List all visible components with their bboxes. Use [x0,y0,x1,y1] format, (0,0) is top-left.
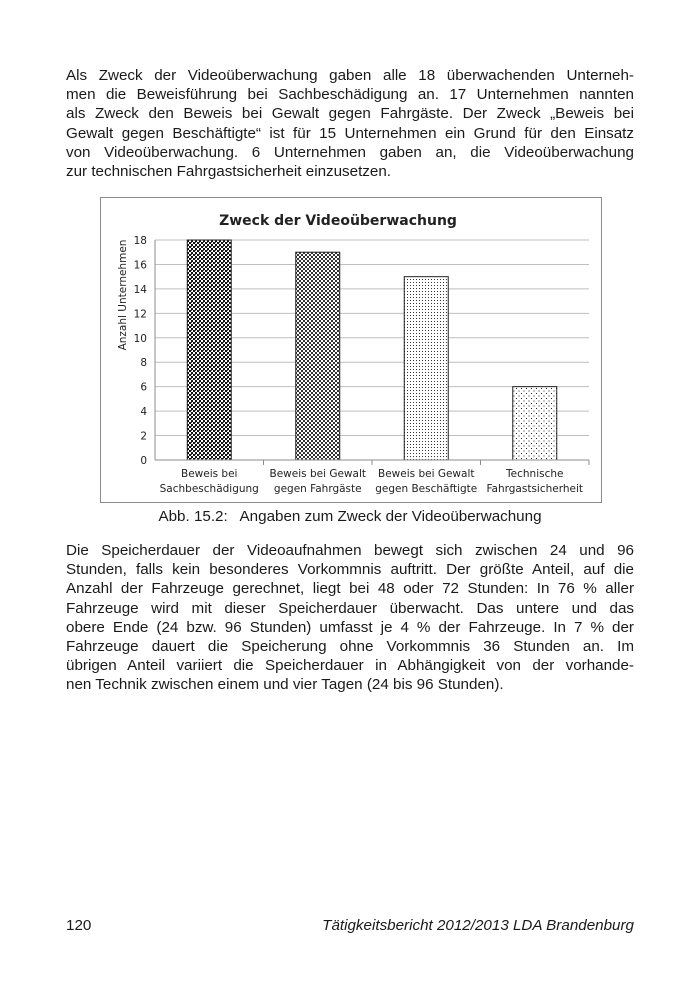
y-tick-label: 14 [133,283,147,296]
x-tick-label: gegen Fahrgäste [273,483,362,495]
storage-paragraph [66,541,634,695]
x-tick-labels [160,460,589,495]
y-tick-labels [134,235,148,467]
paragraph-line: Fahrzeuge wird mit dieser Speicherdauer überwacht. Das untere und das [66,599,634,617]
y-tick-label: 18 [133,235,147,247]
paragraph-line: men die Beweisführung bei Sachbeschädigung an. 17 Unternehmen nannten [66,86,634,104]
paragraph-line: Die Speicherdauer der Videoaufnahmen bewegt sich zwischen 24 und 96 [66,542,634,559]
paragraph-line: Stunden, falls kein besonderes Vorkommnis auftritt. Der größte Anteil, auf die [66,561,634,579]
y-tick-label: 12 [133,308,147,321]
x-tick-label: Beweis bei Gewalt [378,468,475,480]
y-tick-label: 8 [140,357,147,370]
bar-chart [100,197,602,503]
y-tick-label: 10 [133,332,147,345]
y-tick-label: 6 [140,381,147,394]
chart-canvas [101,198,603,504]
paragraph-line: obere Ende (24 bzw. 96 Stunden) umfasst je 4 % der Fahrzeuge. In 7 % der [66,618,634,636]
x-tick-label: Sachbeschädigung [159,483,259,495]
paragraph-line: Gewalt gegen Beschäftigte“ ist für 15 Unternehmen ein Grund für den Einsatz [66,124,634,142]
bar [513,387,557,460]
footer-title: Tätigkeitsbericht 2012/2013 LDA Brandenburg [322,917,634,934]
page-number: 120 [66,917,92,934]
paragraph-line: zur technischen Fahrgastsicherheit einzusetzen. [66,163,392,181]
paragraph-line: übrigen Anteil variiert die Speicherdauer in Abhängigkeit von der vorhande- [66,657,634,675]
bar [404,277,448,460]
paragraph-line: Anzahl der Fahrzeuge gerechnet, liegt bei 48 oder 72 Stunden: In 76 % aller [66,580,634,598]
paragraph-line: als Zweck den Beweis bei Gewalt gegen Fahrgäste. Der Zweck „Beweis bei [66,105,634,123]
y-axis-label: Anzahl Unternehmen [117,239,129,351]
paragraph-line: Fahrzeuge dauert die Speicherung ohne Vorkommnis 36 Stunden an. Im [66,638,634,656]
paragraph-line: Als Zweck der Videoüberwachung gaben alle 18 überwachenden Unterneh- [66,67,634,84]
y-tick-label: 2 [140,430,147,443]
bar [296,252,340,460]
bar [187,240,231,460]
y-tick-label: 16 [133,259,147,272]
x-tick-label: gegen Beschäftigte [375,483,478,495]
paragraph-line: von Videoüberwachung. 6 Unternehmen gaben an, die Videoüberwachung [66,143,634,161]
x-tick-label: Fahrgastsicherheit [486,483,584,495]
intro-paragraph [66,66,634,181]
x-tick-label: Beweis bei Gewalt [269,468,366,480]
chart-title: Zweck der Videoüberwachung [219,213,457,229]
paragraph-line: nen Technik zwischen einem und vier Tagen (24 bis 96 Stunden). [66,676,504,694]
bars [187,240,557,460]
x-tick-label: Beweis bei [181,468,238,480]
y-tick-label: 4 [140,406,147,419]
y-tick-label: 0 [140,455,147,467]
x-tick-label: Technische [506,468,564,480]
figure-caption: Abb. 15.2: Angaben zum Zweck der Videoüberwachung [158,508,542,525]
